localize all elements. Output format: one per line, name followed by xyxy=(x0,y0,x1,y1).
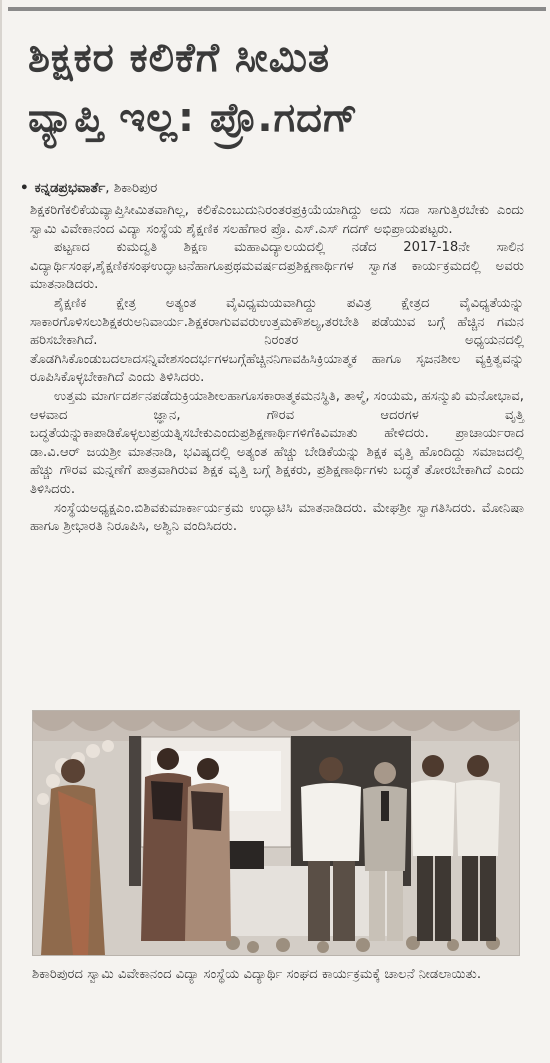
byline-place: , ಶಿಕಾರಿಪುರ xyxy=(105,180,158,196)
headline xyxy=(28,28,528,148)
byline-bullet: • xyxy=(20,180,29,196)
headline-line-2: ವ್ಯಾಪ್ತಿ ಇಲ್ಲ: ಪ್ರೊ.ಗದಗ್ xyxy=(28,95,359,141)
event-photo-illustration xyxy=(33,711,519,955)
top-rule xyxy=(8,7,546,11)
article-paragraph-2: ಪಟ್ಟಣದ ಕುಮದ್ವತಿ ಶಿಕ್ಷಣ ಮಹಾವಿದ್ಯಾಲಯದಲ್ಲಿ ನಡೆದ 2017-18ನೇ ಸಾಲಿನ ವಿದ್ಯಾರ್ಥಿಸಂಘ,ಶೈಕ್ಷಣಿಕಸಂಘಉದ್ಘಾಟನೆಹಾಗೂಪ್ರಥಮವರ್ಷದಪ್ರಶಿಕ್ಷಣಾರ್ಥಿಗಳ ಸ್ವಾಗತ ಕಾರ್ಯಕ್ರಮದಲ್ಲಿ ಅವರು ಮಾತನಾಡಿದರು. xyxy=(30,240,524,293)
article-paragraph-5: ಸಂಸ್ಥೆಯಅಧ್ಯಕ್ಷಎಂ.ಬಿಶಿವಕುಮಾರ್ಕಾರ್ಯಕ್ರಮ ಉದ್ಘಾಟಿಸಿ ಮಾತನಾಡಿದರು. ಮೇಘಶ್ರೀ ಸ್ವಾಗತಿಸಿದರು. ಮೋನಿಷಾ ಹಾಗೂ ಶ್ರೀಭಾರತಿ ನಿರೂಪಿಸಿ, ಅಶ್ವಿನಿ ವಂದಿಸಿದರು. xyxy=(30,500,524,535)
byline-source: ಕನ್ನಡಪ್ರಭವಾರ್ತೆ xyxy=(34,180,106,196)
article-paragraph-3: ಶೈಕ್ಷಣಿಕ ಕ್ಷೇತ್ರ ಅತ್ಯಂತ ವೈವಿಧ್ಯಮಯವಾಗಿದ್ದು ಪವಿತ್ರ ಕ್ಷೇತ್ರದ ವೈವಿಧ್ಯತೆಯನ್ನು ಸಾಕಾರಗೊಳಿಸಲುಶಿಕ್ಷಕರುಅನಿವಾರ್ಯ.ಶಿಕ್ಷಕರಾಗುವವರುಉತ್ತಮಕೌಶಲ್ಯ,ತರಬೇತಿ ಪಡೆಯುವ ಬಗ್ಗೆ ಹೆಚ್ಚಿನ ಗಮನ ಹರಿಸಬೇಕಾಗಿದೆ. ನಿರಂತರ ಅಧ್ಯಯನದಲ್ಲಿ ತೊಡಗಿಸಿಕೊಂಡುಬದಲಾದಸನ್ನಿವೇಶಸಂದರ್ಭಗಳಬಗ್ಗೆಹೆಚ್ಚಿನನಿಗಾವಹಿಸಿಕ್ರಿಯಾತ್ಮಕ ಹಾಗೂ ಸೃಜನಶೀಲ ವ್ಯಕ್ತಿತ್ವವನ್ನು ರೂಪಿಸಿಕೊಳ್ಳಬೇಕಾಗಿದೆ ಎಂದು ತಿಳಿಸಿದರು. xyxy=(30,295,524,386)
event-photo xyxy=(32,710,520,956)
article-body xyxy=(30,202,524,537)
article-paragraph-4: ಉತ್ತಮ ಮಾರ್ಗದರ್ಶನಪಡೆದುಕ್ರಿಯಾಶೀಲಹಾಗೂಸಕಾರಾತ್ಮಕಮನಸ್ಥಿತಿ, ತಾಳ್ಮೆ, ಸಂಯಮ, ಹಸನ್ಮುಖಿ ಮನೋಭಾವ, ಆಳವಾದ ಜ್ಞಾನ, ಗೌರವ ಆದರಗಳ ವೃತ್ತಿ ಬದ್ಧತೆಯನ್ನುಕಾಪಾಡಿಕೊಳ್ಳಲುಪ್ರಯತ್ನಿಸಬೇಕುಎಂದುಪ್ರಶಿಕ್ಷಣಾರ್ಥಿಗಳಿಗೆಕಿವಿಮಾತು ಹೇಳಿದರು. ಪ್ರಾಚಾರ್ಯರಾದ ಡಾ.ವಿ.ಆರ್ ಜಯಶ್ರೀ ಮಾತನಾಡಿ, ಭವಿಷ್ಯದಲ್ಲಿ ಅತ್ಯಂತ ಹೆಚ್ಚು ಬೇಡಿಕೆಯನ್ನು ಶಿಕ್ಷಕ ವೃತ್ತಿ ಹೊಂದಿದ್ದು ಸಮಾಜದಲ್ಲಿ ಹೆಚ್ಚು ಗೌರವ ಮನ್ನಣೆಗೆ ಪಾತ್ರವಾಗಿರುವ ಶಿಕ್ಷಕ ವೃತ್ತಿ ಬಗ್ಗೆ ಶಿಕ್ಷಕರು, ಪ್ರಶಿಕ್ಷಣಾರ್ಥಿಗಳು ಬದ್ಧತೆ ತೋರಬೇಕಾಗಿದೆ ಎಂದು ತಿಳಿಸಿದರು. xyxy=(30,388,524,497)
byline xyxy=(20,178,540,198)
headline-line-1: ಶಿಕ್ಷಕರ ಕಲಿಕೆಗೆ ಸೀಮಿತ xyxy=(28,35,331,81)
article-paragraph-1: ಶಿಕ್ಷಕರಿಗೆಕಲಿಕೆಯವ್ಯಾಪ್ತಿಸೀಮಿತವಾಗಿಲ್ಲ, ಕಲಿಕೆಎಂಬುದುನಿರಂತರಪ್ರಕ್ರಿಯೆಯಾಗಿದ್ದು ಅದು ಸದಾ ಸಾಗುತ್ತಿರಬೇಕು ಎಂದು ಸ್ವಾಮಿ ವಿವೇಕಾನಂದ ವಿದ್ಯಾ ಸಂಸ್ಥೆಯ ಶೈಕ್ಷಣಿಕ ಸಲಹೆಗಾರ ಪ್ರೊ. ಎಸ್.ಎಸ್ ಗದಗ್ ಅಭಿಪ್ರಾಯಪಟ್ಟರು. xyxy=(30,203,524,237)
photo-caption: ಶಿಕಾರಿಪುರದ ಸ್ವಾಮಿ ವಿವೇಕಾನಂದ ವಿದ್ಯಾ ಸಂಸ್ಥೆಯ ವಿದ್ಯಾರ್ಥಿ ಸಂಘದ ಕಾರ್ಯಕ್ರಮಕ್ಕೆ ಚಾಲನೆ ನೀಡಲಾಯಿತು. xyxy=(32,967,482,982)
